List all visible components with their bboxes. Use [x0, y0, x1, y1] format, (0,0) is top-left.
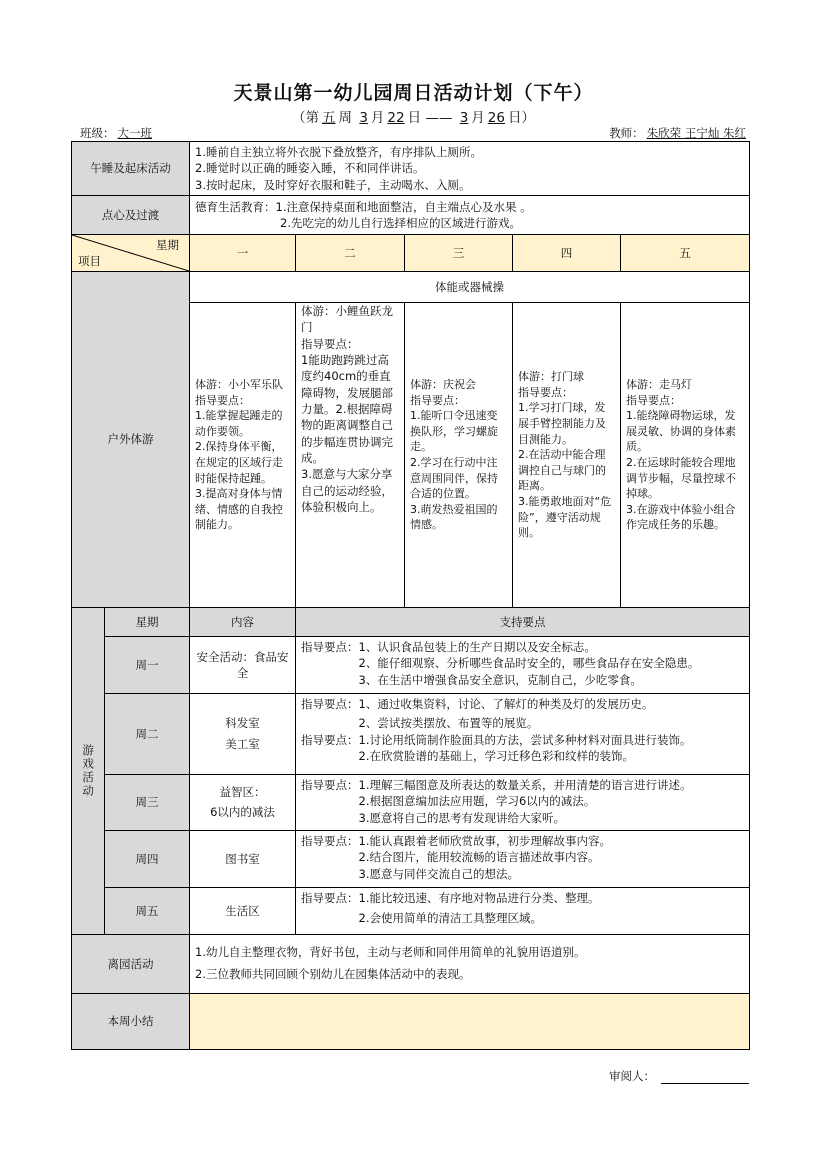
point-line: 2、尝试按类摆放、布置等的展览。	[358, 716, 539, 731]
teacher-info	[609, 125, 749, 141]
snack-line-1: 德育生活教育：1.注意保持桌面和地面整洁，自主端点心及水果 。	[195, 199, 532, 214]
week-number: 五	[322, 110, 336, 126]
points-block	[301, 890, 744, 927]
point-line: 3.愿意与同伴交流自己的想法。	[358, 866, 519, 881]
game-points	[296, 887, 750, 934]
class-label: 班级：	[80, 126, 115, 140]
reviewer-signature-line[interactable]	[661, 1070, 749, 1084]
class-info	[80, 125, 190, 141]
points-key: 指导要点：	[301, 890, 359, 905]
points-block	[301, 777, 744, 826]
game-content	[190, 693, 296, 774]
day-header: 一	[190, 234, 296, 271]
game-day: 周五	[105, 887, 190, 934]
date-range	[0, 106, 827, 126]
nap-line: 2.睡觉时以正确的睡姿入睡，不和同伴讲话。	[195, 161, 425, 176]
game-content-line: 美工室	[225, 736, 260, 751]
points-key: 指导要点：	[301, 777, 359, 792]
game-content-line: 6以内的减法	[210, 805, 275, 820]
outdoor-header-row	[72, 271, 750, 302]
points-block	[301, 833, 744, 882]
game-day-header: 星期	[105, 607, 190, 636]
page-title: 天景山第一幼儿园周日活动计划（下午）	[233, 82, 594, 104]
game-label-cell	[72, 607, 105, 934]
game-content	[190, 774, 296, 830]
reviewer-label: 审阅人：	[609, 1069, 655, 1083]
diag-top-label: 星期	[156, 237, 179, 252]
point-line: 1.理解三幅图意及所表达的数量关系，并用清楚的语言进行讲述。	[358, 777, 692, 792]
game-points	[296, 636, 750, 693]
week-unit: 周	[338, 110, 353, 126]
game-day: 周四	[105, 830, 190, 887]
outdoor-friday: 体游：走马灯 指导要点： 1.能绕障碍物运球，发展灵敏、协调的身体素质。 2.在运球时能较合理地调节步幅，尽量控球不掉球。 3.在游戏中体验小组合作完成任务的乐趣。	[621, 302, 750, 607]
point-line: 3、在生活中增强食品安全意识，克制自己，少吃零食。	[358, 672, 642, 687]
outdoor-header: 体能或器械操	[190, 271, 750, 302]
game-content-line: 图书室	[225, 851, 260, 866]
point-line: 2.结合图片，能用较流畅的语言描述故事内容。	[358, 850, 600, 865]
game-points-header: 支持要点	[296, 607, 750, 636]
month-unit: 月	[370, 110, 385, 126]
points-key: 指导要点：	[301, 732, 359, 747]
leave-row	[72, 934, 750, 993]
diag-bottom-label: 项目	[78, 253, 101, 268]
nap-row	[72, 142, 750, 196]
class-value: 大一班	[117, 126, 152, 140]
points-key: 指导要点：	[301, 639, 359, 654]
points-key: 指导要点：	[301, 833, 359, 848]
nap-line: 1.睡前自主独立将外衣脱下叠放整齐，有序排队上厕所。	[195, 145, 482, 159]
snack-content	[190, 195, 750, 234]
game-points	[296, 774, 750, 830]
points-block	[301, 639, 744, 688]
outdoor-monday: 体游：小小军乐队 指导要点： 1.能掌握起踵走的动作要领。 2.保持身体平衡，在规定的区域行走时能保持起踵。 3.提高对身体与情绪、情感的自我控制能力。	[190, 302, 296, 607]
game-row	[72, 830, 750, 887]
end-day: 26	[487, 110, 505, 126]
leave-label: 离园活动	[72, 934, 190, 993]
game-row	[72, 636, 750, 693]
points-block	[301, 696, 744, 732]
summary-row	[72, 993, 750, 1049]
game-content-line: 科发室	[225, 716, 260, 731]
points-block	[301, 732, 744, 765]
point-line: 1、通过收集资料，讨论、了解灯的种类及灯的发展历史。	[358, 696, 654, 711]
game-content-header: 内容	[190, 607, 296, 636]
date-prefix: （第	[292, 110, 320, 126]
game-row	[72, 693, 750, 774]
game-content-line: 生活区	[225, 903, 260, 918]
summary-label: 本周小结	[72, 993, 190, 1049]
nap-line: 3.按时起床，及时穿好衣服和鞋子，主动喝水、入厕。	[195, 177, 471, 192]
outdoor-thursday: 体游：打门球 指导要点： 1.学习打门球，发展手臂控制能力及目测能力。 2.在活动中能合理调控自己与球门的距离。 3.能勇敢地面对“危险”，遵守活动规则。	[513, 302, 621, 607]
teacher-label: 教师：	[609, 126, 644, 140]
diagonal-header	[72, 234, 190, 271]
outdoor-label: 户外体游	[72, 271, 190, 607]
snack-line-2: 2.先吃完的幼儿自行选择相应的区域进行游戏。	[280, 215, 521, 230]
plan-table	[71, 141, 750, 1050]
point-line: 3.愿意将自己的思考有发现讲给大家听。	[358, 810, 565, 825]
game-label: 游戏活动	[81, 743, 96, 798]
point-line: 2、能仔细观察、分析哪些食品时安全的，哪些食品存在安全隐患。	[358, 656, 700, 671]
date-suffix: 日）	[507, 110, 535, 126]
teacher-value: 朱欣荣 王宁灿 朱红	[646, 126, 746, 140]
point-line: 1.能认真跟着老师欣赏故事，初步理解故事内容。	[358, 833, 611, 848]
game-content	[190, 887, 296, 934]
game-header-row	[72, 607, 750, 636]
point-line: 2.在欣赏脸谱的基础上，学习迁移色彩和纹样的装饰。	[358, 748, 634, 763]
week-header-row	[72, 234, 750, 271]
day-header: 三	[405, 234, 513, 271]
game-row	[72, 887, 750, 934]
game-day: 周二	[105, 693, 190, 774]
game-points	[296, 693, 750, 774]
game-points	[296, 830, 750, 887]
month-unit-2: 月	[471, 110, 485, 126]
start-month: 3	[359, 110, 368, 126]
point-line: 2.会使用简单的清洁工具整理区域。	[358, 911, 542, 926]
game-day: 周一	[105, 636, 190, 693]
game-content	[190, 830, 296, 887]
point-line: 2.根据图意编加法应用题，学习6以内的减法。	[358, 794, 596, 809]
day-header: 四	[513, 234, 621, 271]
leave-content	[190, 934, 750, 993]
game-row	[72, 774, 750, 830]
reviewer	[609, 1068, 749, 1084]
nap-label: 午睡及起床活动	[72, 142, 190, 196]
game-content	[190, 636, 296, 693]
nap-content	[190, 142, 750, 196]
summary-content[interactable]	[190, 993, 750, 1049]
game-content-line: 益智区：	[219, 784, 266, 799]
start-day: 22	[387, 110, 405, 126]
leave-line: 1.幼儿自主整理衣物，背好书包，主动与老师和同伴用简单的礼貌用语道别。	[195, 945, 586, 960]
point-line: 1、认识食品包装上的生产日期以及安全标志。	[358, 639, 596, 654]
snack-label: 点心及过渡	[72, 195, 190, 234]
day-header: 五	[621, 234, 750, 271]
day-header: 二	[296, 234, 405, 271]
outdoor-wednesday: 体游：庆祝会 指导要点： 1.能听口令迅速变换队形，学习螺旋走。 2.学习在行动中注意周围同伴，保持合适的位置。 3.萌发热爱祖国的情感。	[405, 302, 513, 607]
outdoor-tuesday: 体游：小鲤鱼跃龙门 指导要点： 1能助跑跨跳过高度约40cm的垂直障碍物，发展腿部力量。2.根据障碍物的距离调整自己的步幅连贯协调完成。 3.愿意与大家分享自己的运动经验，体验积极向上。	[296, 302, 405, 607]
leave-line: 2.三位教师共同回顾个别幼儿在园集体活动中的表现。	[195, 966, 471, 981]
snack-row	[72, 195, 750, 234]
end-month: 3	[459, 110, 469, 126]
points-key: 指导要点：	[301, 696, 359, 711]
game-day: 周三	[105, 774, 190, 830]
game-content-line: 安全活动：食品安全	[196, 649, 289, 680]
point-line: 1.能比较迅速、有序地对物品进行分类、整理。	[358, 890, 600, 905]
day-unit: 日 ——	[407, 110, 453, 126]
point-line: 1.讨论用纸筒制作脸面具的方法，尝试多种材料对面具进行装饰。	[358, 732, 692, 747]
